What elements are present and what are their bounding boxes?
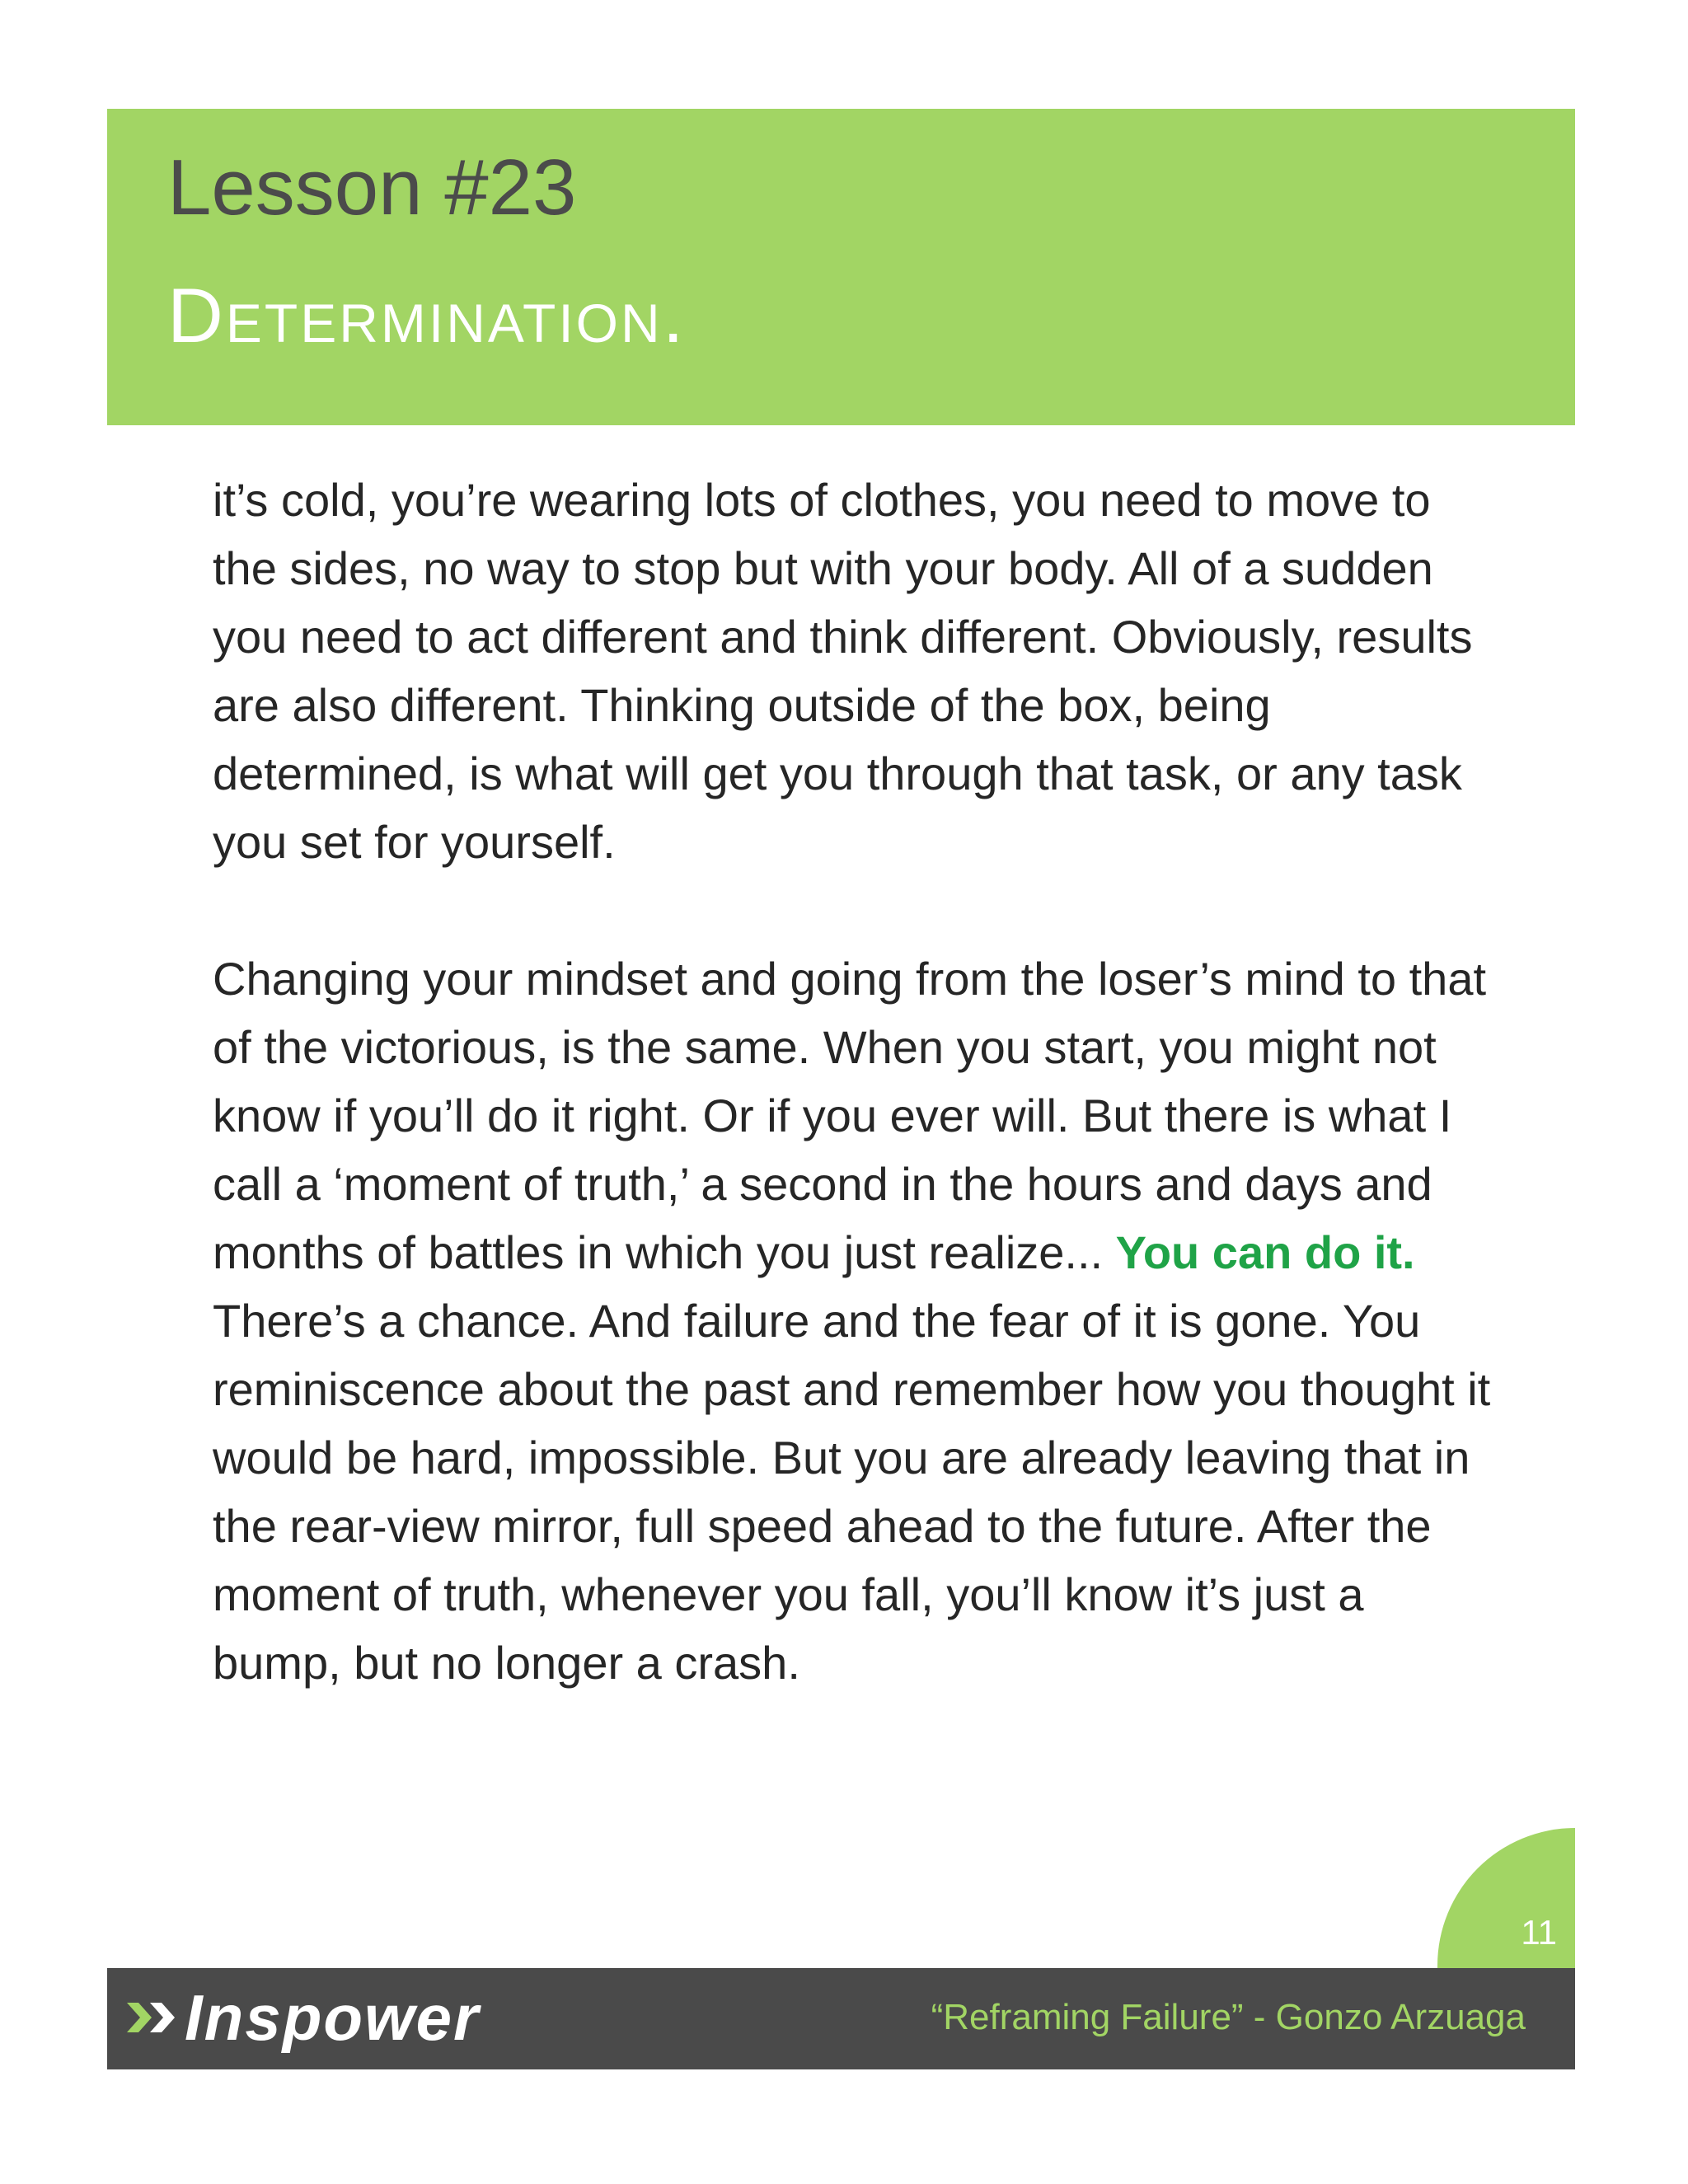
- lesson-body: [213, 466, 1498, 1697]
- double-chevron-icon: [125, 1999, 180, 2036]
- footer-bar: [107, 1968, 1575, 2069]
- page-number: 11: [1521, 1913, 1557, 1952]
- brand-name: Inspower: [185, 1981, 481, 2054]
- highlight-phrase: You can do it.: [1115, 1226, 1415, 1278]
- brand-logo: [125, 1980, 480, 2055]
- page-number-tab: [1437, 1828, 1575, 1968]
- paragraph-2-text-after: There’s a chance. And failure and the fear of it is gone. You reminiscence about the past and remember how you thought it would be hard, impossible. But you are already leaving that in the rear-view mirror, full speed ahead to the future. After the moment of truth, whenever you fall, you’ll know it’s just a bump, but no longer a crash.: [213, 1295, 1491, 1689]
- lesson-number: Lesson #23: [167, 143, 577, 232]
- lesson-title: Determination.: [167, 272, 687, 359]
- lesson-header: [107, 109, 1575, 425]
- paragraph-2-text-before: Changing your mindset and going from the loser’s mind to that of the victorious, is the same. When you start, you might not know if you’ll do it right. Or if you ever will. But there is what I call a ‘moment of truth,’ a second in the hours and days and months of battles in which you just realize...: [213, 953, 1487, 1278]
- body-paragraph-1: it’s cold, you’re wearing lots of clothes, you need to move to the sides, no way to stop but with your body. All of a sudden you need to act different and think different. Obviously, results are also different. Thinking outside of the box, being determined, is what will get you through that task, or any task you set for yourself.: [213, 474, 1473, 868]
- footer-credit: “Reframing Failure” - Gonzo Arzuaga: [931, 1997, 1526, 2037]
- body-paragraph-2: [213, 944, 1498, 1697]
